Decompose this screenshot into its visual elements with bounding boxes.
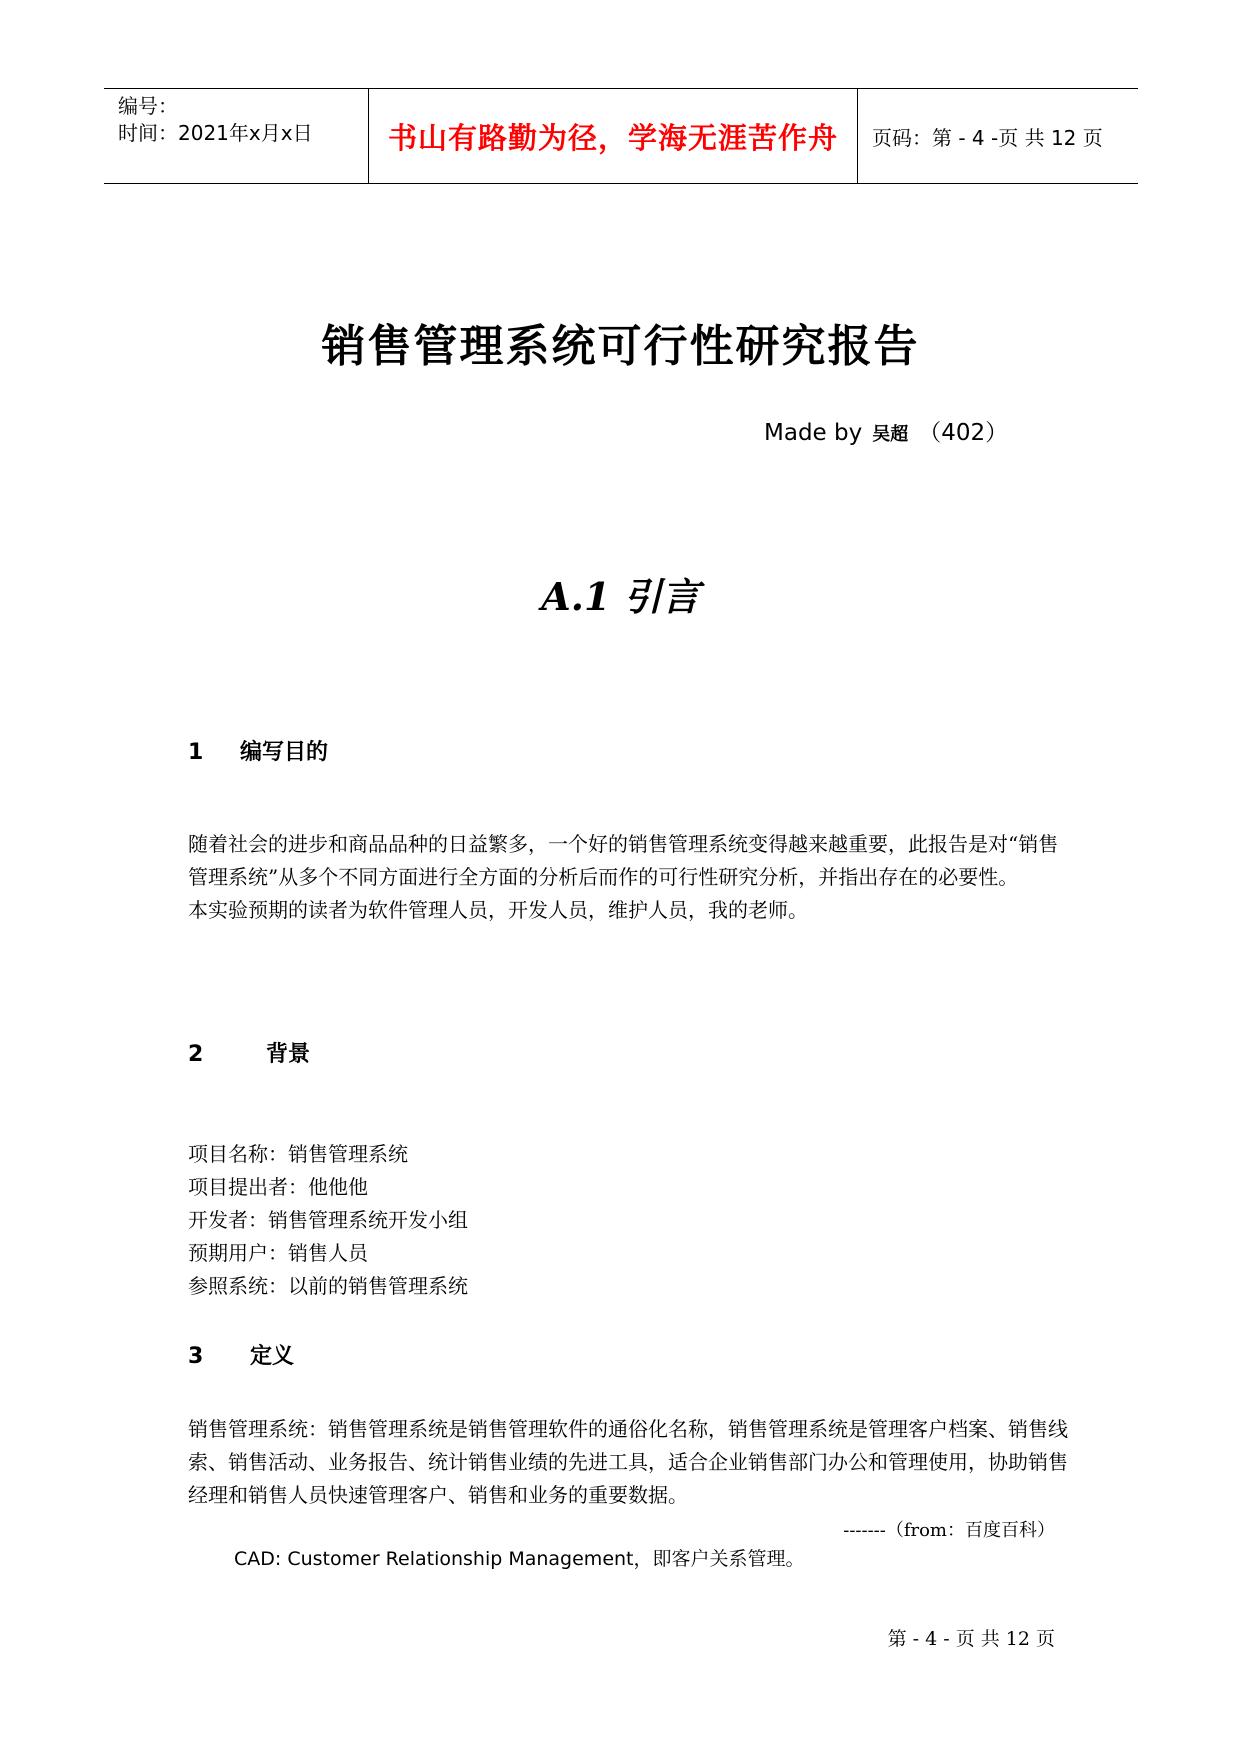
paragraph: 随着社会的进步和商品品种的日益繁多，一个好的销售管理系统变得越来越重要，此报告是对“销售管理系统”从多个不同方面进行全方面的分析后而作的可行性研究分析，并指出存在的必要性。 [188,832,1059,889]
section-body-3 [188,1413,1068,1512]
paragraph: 销售管理系统：销售管理系统是销售管理软件的通俗化名称，销售管理系统是管理客户档案、销售线索、销售活动、业务报告、统计销售业绩的先进工具，适合企业销售部门办公和管理使用，协助销售经理和销售人员快速管理客户、销售和业务的重要数据。 [188,1417,1068,1507]
page-footer: 第 - 4 - 页 共 12 页 [887,1628,1055,1650]
author-line [764,414,1008,447]
section-title: A.1 引言 [541,574,700,619]
source-note: -------（from：百度百科） [843,1520,1055,1541]
section-heading-text: 编写目的 [240,740,329,765]
document-time-label: 时间：2021年x月x日 [118,121,313,145]
section-number: 3 [188,1344,204,1369]
header-page-info: 页码：第 - 4 -页 共 12 页 [872,125,1103,150]
section-heading-text: 背景 [266,1042,311,1067]
document-title: 销售管理系统可行性研究报告 [321,321,920,372]
list-item: 参照系统：以前的销售管理系统 [188,1274,468,1298]
section-heading-3 [188,1339,294,1370]
document-number-label: 编号： [118,94,178,118]
header-motto: 书山有路勤为径，学海无涯苦作舟 [368,89,858,183]
section-body-1 [188,828,1068,927]
list-item: 项目提出者：他他他 [188,1175,368,1199]
section-heading-2 [188,1037,310,1068]
section-number: 1 [188,740,204,765]
author-prefix: Made by [764,420,863,446]
list-item: 项目名称：销售管理系统 [188,1142,408,1166]
author-id: （402） [918,420,1009,446]
section-number: 2 [188,1042,204,1067]
section-heading-1 [188,735,328,766]
list-item: 预期用户：销售人员 [188,1241,368,1265]
cad-definition: CAD: Customer Relationship Management，即客户关系管理。 [234,1548,805,1570]
paragraph: 本实验预期的读者为软件管理人员，开发人员，维护人员，我的老师。 [188,898,808,922]
section-body-2 [188,1138,1068,1303]
header-left-cell [104,89,368,183]
author-name: 吴超 [872,424,909,445]
section-heading-text: 定义 [250,1344,295,1369]
list-item: 开发者：销售管理系统开发小组 [188,1208,468,1232]
page-header [104,88,1138,184]
